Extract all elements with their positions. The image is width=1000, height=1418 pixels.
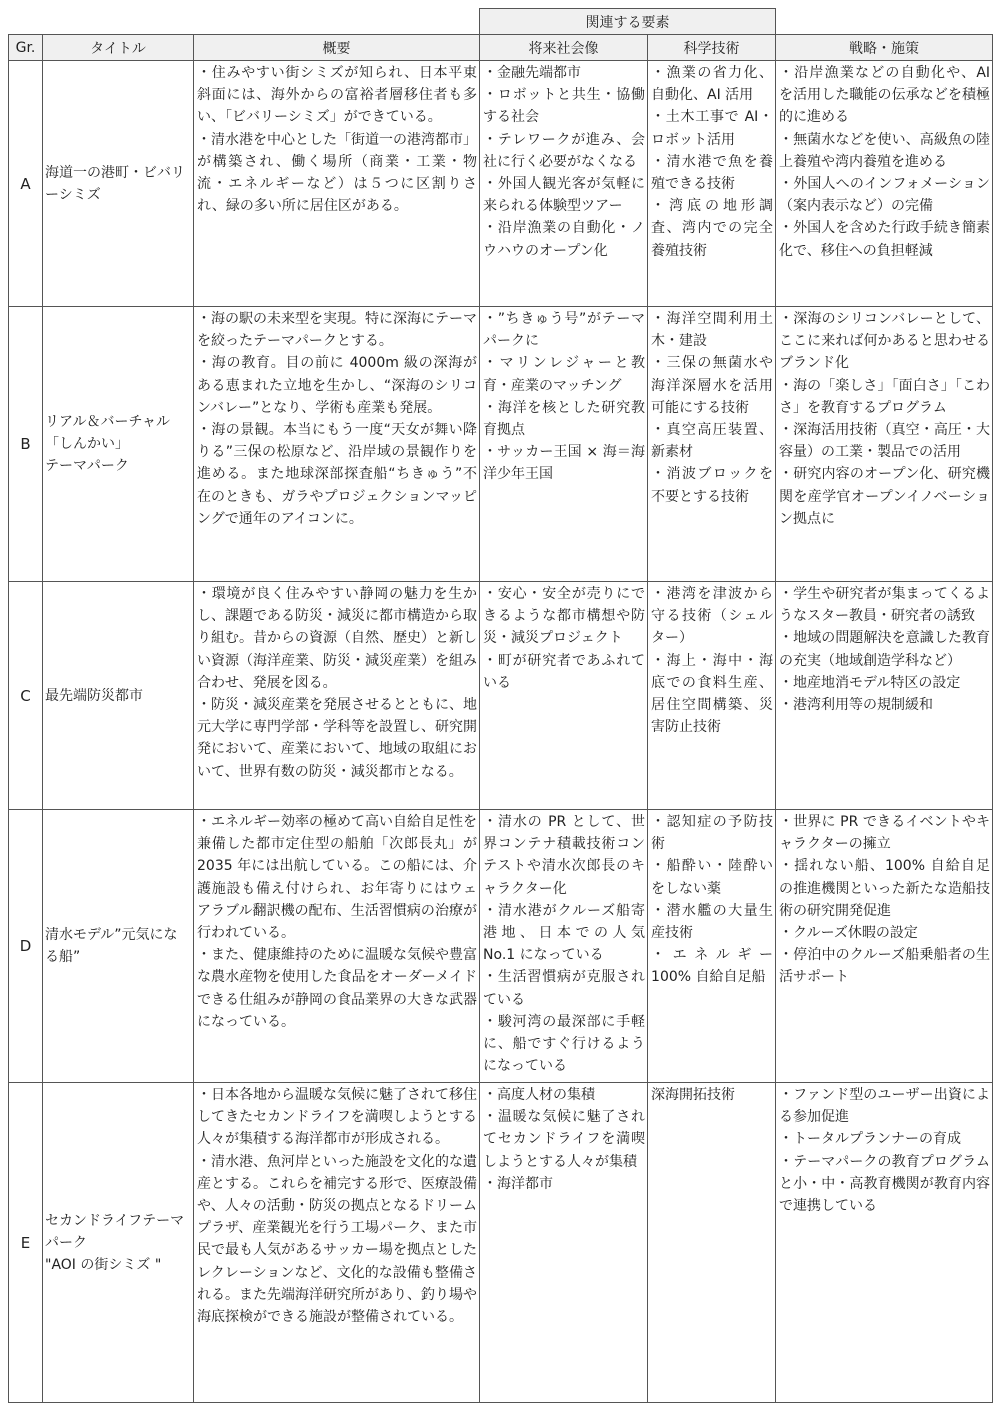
society-cell: [480, 307, 648, 582]
title-line: 「しんかい」: [45, 436, 129, 452]
strategy-item: ・地域の問題解決を意識した教育の充実（地域創造学科など）: [779, 630, 991, 669]
society-cell: [480, 810, 648, 1083]
overview-cell: [194, 582, 480, 810]
society-item: ・ロボットと共生・協働する社会: [483, 87, 646, 126]
tech-item: ・潜水艦の大量生産技術: [651, 902, 774, 942]
title-line: 海道一の港町・ビバリーシミズ: [45, 164, 185, 203]
table-row: [9, 582, 993, 810]
tech-item: ・土木工事で AI・ロボット活用: [651, 109, 774, 148]
tech-item: ・漁業の省力化、自動化、AI 活用: [651, 65, 774, 104]
strategy-item: ・地産地消モデル特区の設定: [779, 674, 961, 691]
strategy-cell: [776, 61, 993, 307]
overview-item: ・防災・減災産業を発展させるとともに、地元大学に専門学部・学科等を設置し、研究開発において、産業において、地域の取組において、世界有数の防災・減災都市となる。: [197, 697, 478, 780]
table-row: [9, 307, 993, 582]
tech-item: ・港湾を津波から守る技術（シェルター）: [651, 586, 774, 647]
society-item: ・海洋都市: [483, 1175, 554, 1192]
tech-item: ・湾底の地形調査、湾内での完全養殖技術: [651, 198, 774, 259]
society-item: ・サッカー王国 × 海＝海洋少年王国: [483, 444, 646, 483]
overview-item: ・清水港、魚河岸といった施設を文化的な遺産とする。これらを補完する形で、医療設備や、人々の活動・防災の拠点となるドリームプラザ、産業観光を行う工場パーク、また市民で最も人気があるサッカー場を拠点としたレクレーションなど、文化的な設備も整備される。また先端海洋研究所があり、釣り場や海底探検ができる施設が整備されている。: [197, 1153, 478, 1326]
tech-item: ・船酔い・陸酔いをしない薬: [651, 858, 774, 897]
strategy-item: ・無菌水などを使い、高級魚の陸上養殖や湾内養殖を進める: [779, 131, 991, 170]
title-line: "AOI の街シミズ ": [45, 1256, 162, 1273]
tech-item: ・海上・海中・海底での食料生産、居住空間構築、災害防止技術: [651, 652, 774, 736]
tech-cell: [648, 810, 776, 1083]
title-cell: [43, 307, 194, 582]
strategy-item: ・外国人を含めた行政手続き簡素化で、移住への負担軽減: [779, 220, 991, 259]
society-item: ・テレワークが進み、会社に行く必要がなくなる: [483, 131, 646, 170]
title-line: セカンドライフテーマパーク: [45, 1212, 185, 1251]
tech-item: ・真空高圧装置、新素材: [651, 422, 774, 461]
table-row: [9, 810, 993, 1083]
strategy-cell: [776, 307, 993, 582]
tech-item: ・海洋空間利用土木・建設: [651, 311, 774, 350]
strategy-item: ・海の「楽しさ」「面白さ」「こわさ」を教育するプログラム: [779, 377, 991, 416]
group-cell: B: [9, 307, 43, 582]
tech-item: ・清水港で魚を養殖できる技術: [651, 153, 774, 193]
overview-item: ・日本各地から温暖な気候に魅了されて移住してきたセカンドライフを満喫しようとする人々が集積する海洋都市が形成される。: [197, 1087, 478, 1148]
strategy-item: ・深海のシリコンバレーとして、ここに来れば何かあると思わせるブランド化: [779, 311, 991, 372]
tech-cell: [648, 1083, 776, 1403]
strategy-item: ・港湾利用等の規制緩和: [779, 697, 934, 714]
title-cell: [43, 582, 194, 810]
tech-item: ・エネルギー 100% 自給自足船: [651, 947, 774, 986]
tech-item: ・三保の無菌水や海洋深層水を活用可能にする技術: [651, 355, 774, 416]
overview-item: ・海の景観。本当にもう一度“天女が舞い降りる”三保の松原など、沿岸域の景観作りを進める。また地球深部探査船“ちきゅう”不在のときも、ガラやプロジェクションマッピングで通年のアイコンに。: [197, 422, 478, 527]
strategy-item: ・テーマパークの教育プログラムと小・中・高教育機関が教育内容で連携している: [779, 1153, 991, 1215]
title-cell: [43, 810, 194, 1083]
title-line: 清水モデル”元気になる船”: [45, 927, 178, 965]
tech-cell: [648, 307, 776, 582]
society-item: ・安心・安全が売りにできるような都市構想や防災・減災プロジェクト: [483, 586, 646, 647]
table-row: [9, 1083, 993, 1403]
society-item: ・沿岸漁業の自動化・ノウハウのオープン化: [483, 220, 646, 259]
strategy-item: ・沿岸漁業などの自動化や、AI を活用した職能の伝承などを積極的に進める: [779, 65, 991, 126]
group-cell: D: [9, 810, 43, 1083]
society-cell: [480, 582, 648, 810]
strategy-item: ・停泊中のクルーズ船乗船者の生活サポート: [779, 947, 991, 986]
scenario-table: [8, 8, 993, 1403]
title-line: テーマパーク: [45, 458, 129, 474]
overview-item: ・住みやすい街シミズが知られ、日本平東斜面には、海外からの富裕者層移住者も多い、「ビバリーシミズ」ができている。: [197, 65, 478, 126]
blank-header: [776, 9, 993, 35]
table-row: [9, 61, 993, 307]
society-cell: [480, 61, 648, 307]
strategy-item: ・世界に PR できるイベントやキャラクターの擁立: [779, 814, 991, 853]
strategy-cell: [776, 810, 993, 1083]
society-item: ・”ちきゅう号”がテーマパークに: [483, 311, 646, 350]
group-cell: C: [9, 582, 43, 810]
overview-cell: [194, 810, 480, 1083]
col-overview-header: 概要: [194, 35, 480, 61]
strategy-cell: [776, 582, 993, 810]
society-item: ・マリンレジャーと教育・産業のマッチング: [483, 355, 646, 394]
strategy-item: ・学生や研究者が集まってくるようなスター教員・研究者の誘致: [779, 586, 991, 625]
society-item: ・温暖な気候に魅了されてセカンドライフを満喫しようとする人々が集積: [483, 1109, 646, 1170]
strategy-item: ・外国人へのインフォメーション（案内表示など）の完備: [779, 176, 991, 215]
strategy-item: ・揺れない船、100% 自給自足の推進機関といった新たな造船技術の研究開発促進: [779, 858, 991, 919]
society-item: ・駿河湾の最深部に手軽に、船ですぐ行けるようになっている: [483, 1013, 646, 1075]
society-item: ・高度人材の集積: [483, 1087, 596, 1103]
overview-cell: [194, 1083, 480, 1403]
document-page: [8, 8, 992, 1403]
overview-item: ・環境が良く住みやすい静岡の魅力を生かし、課題である防災・減災に都市構造から取り組む。昔からの資源（自然、歴史）と新しい資源（海洋産業、防災・減災産業）を組み合わせ、発展を図る。: [197, 586, 478, 691]
overview-cell: [194, 307, 480, 582]
strategy-item: ・トータルプランナーの育成: [779, 1131, 962, 1148]
tech-item: ・消波ブロックを不要とする技術: [651, 466, 774, 505]
overview-item: ・海の教育。目の前に 4000m 級の深海がある恵まれた立地を生かし、“深海のシリコンバレー”となり、学術も産業も発展。: [197, 355, 478, 416]
group-cell: E: [9, 1083, 43, 1403]
strategy-item: ・クルーズ休暇の設定: [779, 925, 918, 942]
society-item: ・海洋を核とした研究教育拠点: [483, 399, 646, 439]
strategy-item: ・研究内容のオープン化、研究機関を産学官オープンイノベーション拠点に: [779, 466, 991, 527]
strategy-item: ・深海活用技術（真空・高圧・大容量）の工業・製品での活用: [779, 422, 991, 461]
col-tech-header: 科学技術: [648, 35, 776, 61]
society-item: ・清水の PR として、世界コンテナ積載技術コンテストや清水次郎長のキャラクター化: [483, 814, 646, 897]
title-line: リアル＆バーチャル: [45, 414, 171, 430]
tech-item: 深海開拓技術: [651, 1087, 736, 1103]
society-item: ・外国人観光客が気軽に来られる体験型ツアー: [483, 176, 646, 215]
overview-item: ・海の駅の未来型を実現。特に深海にテーマを絞ったテーマパークとする。: [197, 311, 478, 350]
related-elements-header: 関連する要素: [480, 9, 776, 35]
title-line: 最先端防災都市: [45, 687, 143, 704]
title-cell: [43, 61, 194, 307]
overview-cell: [194, 61, 480, 307]
strategy-item: ・ファンド型のユーザー出資による参加促進: [779, 1087, 991, 1126]
col-society-header: 将来社会像: [480, 35, 648, 61]
col-gr-header: Gr.: [9, 35, 43, 61]
title-cell: [43, 1083, 194, 1403]
col-title-header: タイトル: [43, 35, 194, 61]
column-header-row: [9, 35, 993, 61]
overview-item: ・また、健康維持のために温暖な気候や豊富な農水産物を使用した食品をオーダーメイドできる仕組みが静岡の食品業界の大きな武器になっている。: [197, 947, 478, 1030]
strategy-cell: [776, 1083, 993, 1403]
society-item: ・町が研究者であふれている: [483, 652, 646, 691]
society-item: ・生活習慣病が克服されている: [483, 969, 646, 1008]
table-body: [9, 61, 993, 1403]
group-cell: A: [9, 61, 43, 307]
tech-cell: [648, 61, 776, 307]
society-cell: [480, 1083, 648, 1403]
col-strategy-header: 戦略・施策: [776, 35, 993, 61]
overview-item: ・エネルギー効率の極めて高い自給自足性を兼備した都市定住型の船舶「次郎長丸」が 2035 年には出航している。この船には、介護施設も備え付けられ、お年寄りにはウェアラブル翻訳機の配布、生活習慣病の治療が行われている。: [197, 814, 478, 942]
society-item: ・金融先端都市: [483, 65, 582, 81]
tech-cell: [648, 582, 776, 810]
overview-item: ・清水港を中心とした「街道一の港湾都市」が構築され、働く場所（商業・工業・物流・エネルギーなど）は５つに区割りされ、緑の多い所に居住区がある。: [197, 131, 478, 215]
society-item: ・清水港がクルーズ船寄港地、日本での人気 No.1 になっている: [483, 902, 646, 964]
group-header-row: [9, 9, 993, 35]
tech-item: ・認知症の予防技術: [651, 814, 774, 853]
blank-header: [9, 9, 480, 35]
